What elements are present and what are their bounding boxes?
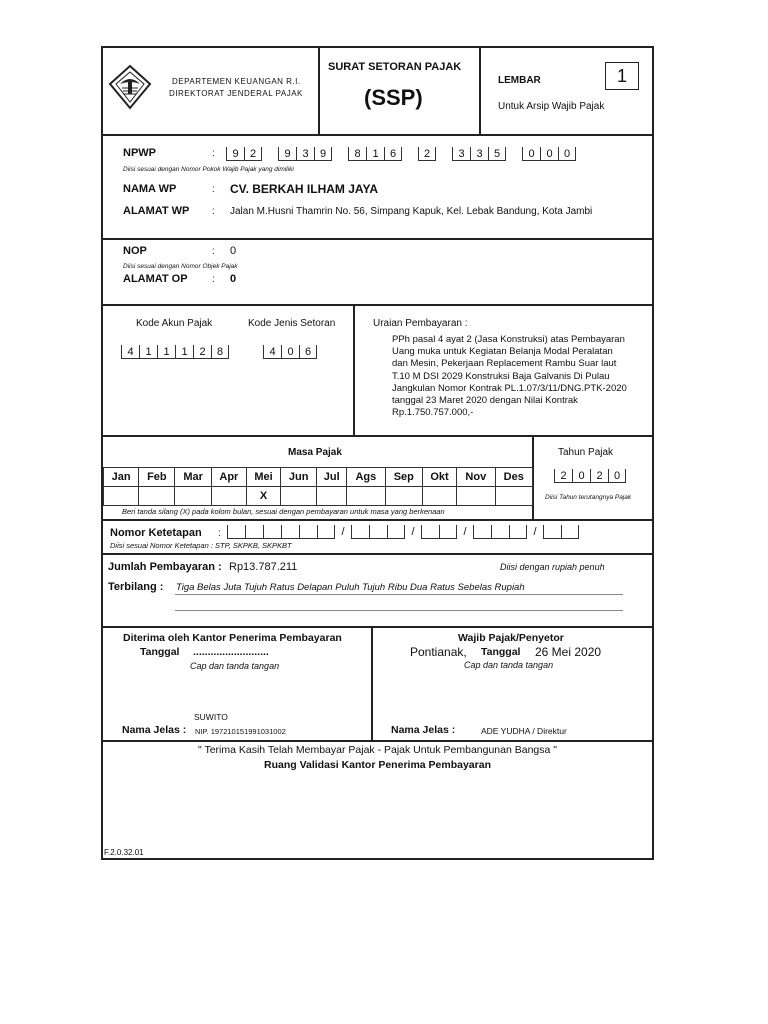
month-cell: Nov xyxy=(457,468,495,487)
month-cell: Okt xyxy=(422,468,456,487)
ketetapan-colon: : xyxy=(218,528,221,539)
jumlah-note: Diisi dengan rupiah penuh xyxy=(500,562,605,572)
npwp-group xyxy=(348,147,402,161)
npwp-group xyxy=(226,147,262,161)
npwp-digit: 0 xyxy=(522,147,540,161)
name-colon: : xyxy=(212,184,215,195)
akun-digit: 1 xyxy=(175,345,193,359)
akun-digit: 8 xyxy=(211,345,229,359)
uraian-line: Rp.1.750.757.000,- xyxy=(392,407,474,419)
uraian-line: dan Mesin, Pekerjaan Replacement Rambu Suar laut xyxy=(392,358,617,370)
tahun-boxes xyxy=(554,469,626,483)
garuda-emblem xyxy=(106,64,154,112)
ketetapan-box xyxy=(543,525,561,539)
month-mark xyxy=(422,487,456,506)
address-label: ALAMAT WP xyxy=(123,205,190,217)
uraian-line: tanggal 23 Maret 2020 dengan Nilai Kontrak xyxy=(392,395,578,407)
akun-label: Kode Akun Pajak xyxy=(136,318,213,329)
ketetapan-box xyxy=(245,525,263,539)
ketetapan-box xyxy=(491,525,509,539)
uraian-label: Uraian Pembayaran : xyxy=(373,318,468,329)
form-code: F.2.0.32.01 xyxy=(104,848,144,857)
divider-v5 xyxy=(371,626,373,741)
npwp-digit: 2 xyxy=(418,147,436,161)
left-sign-title: Diterima oleh Kantor Penerima Pembayaran xyxy=(123,632,342,644)
ketetapan-boxes xyxy=(227,525,579,539)
uraian-line: Uang muka untuk Kegiatan Belanja Modal Peralatan xyxy=(392,346,613,358)
jenis-label: Kode Jenis Setoran xyxy=(248,318,336,329)
ketetapan-box xyxy=(509,525,527,539)
uraian-line: T.10 M DSI 2029 Konstruksi Baja Galvanis Di Pulau xyxy=(392,370,610,382)
ketetapan-separator: / xyxy=(533,526,537,538)
divider-signature xyxy=(101,740,654,742)
month-mark xyxy=(139,487,175,506)
jenis-boxes xyxy=(263,345,317,359)
right-date-label: Tanggal xyxy=(481,646,521,658)
terbilang-value: Tiga Belas Juta Tujuh Ratus Delapan Puluh Tujuh Ribu Dua Ratus Sebelas Rupiah xyxy=(176,582,525,593)
ketetapan-box xyxy=(561,525,579,539)
month-mark xyxy=(281,487,317,506)
ketetapan-label: Nomor Ketetapan xyxy=(110,527,202,539)
validation-title: Ruang Validasi Kantor Penerima Pembayaran xyxy=(263,759,491,771)
ketetapan-box xyxy=(263,525,281,539)
right-nama-label: Nama Jelas : xyxy=(391,724,456,736)
npwp-digit: 9 xyxy=(278,147,296,161)
month-mark xyxy=(385,487,422,506)
divider-ketetapan xyxy=(101,553,654,555)
month-cell: Jan xyxy=(104,468,139,487)
uraian-line: PPh pasal 4 ayat 2 (Jasa Konstruksi) atas Pembayaran xyxy=(392,334,625,345)
jumlah-value: Rp13.787.211 xyxy=(229,561,298,573)
left-signer: SUWITO xyxy=(194,712,228,722)
address-value: Jalan M.Husni Thamrin No. 56, Simpang Kapuk, Kel. Lebak Bandung, Kota Jambi xyxy=(230,206,593,217)
lembar-label: LEMBAR xyxy=(498,75,541,86)
month-mark xyxy=(495,487,532,506)
dept-line1: DEPARTEMEN KEUANGAN R.I. xyxy=(172,77,301,86)
form-title: SURAT SETORAN PAJAK xyxy=(328,61,462,73)
divider-v2 xyxy=(479,46,481,135)
month-cell: Feb xyxy=(139,468,175,487)
left-cap: Cap dan tanda tangan xyxy=(190,661,280,671)
left-nama-label: Nama Jelas : xyxy=(122,724,187,736)
terbilang-line xyxy=(175,610,623,611)
ketetapan-box xyxy=(299,525,317,539)
month-mark xyxy=(175,487,211,506)
npwp-note: Diisi sesuai dengan Nomor Pokok Wajib Pajak yang dimiliki xyxy=(123,166,294,173)
lembar-desc: Untuk Arsip Wajib Pajak xyxy=(498,101,605,112)
month-cell: Apr xyxy=(211,468,246,487)
npwp-group xyxy=(452,147,506,161)
npwp-group xyxy=(418,147,436,161)
uraian-line: Jangkulan Nomor Kontrak PL.1.07/3/11/DNG.PTK-2020 xyxy=(392,382,627,394)
month-cell: Mei xyxy=(246,468,280,487)
divider-taxpayer xyxy=(101,238,654,240)
divider-v1 xyxy=(318,46,320,135)
left-nip: NIP. 197210151991031002 xyxy=(195,727,286,736)
jenis-digit: 4 xyxy=(263,345,281,359)
akun-digit: 4 xyxy=(121,345,139,359)
month-cell: Des xyxy=(495,468,532,487)
divider-masa xyxy=(101,519,654,521)
nop-value: 0 xyxy=(230,245,237,257)
ketetapan-box xyxy=(387,525,405,539)
akun-digit: 2 xyxy=(193,345,211,359)
month-cell: Sep xyxy=(385,468,422,487)
month-mark: X xyxy=(246,487,280,506)
npwp-colon: : xyxy=(212,148,215,159)
month-cell: Jul xyxy=(317,468,347,487)
name-label: NAMA WP xyxy=(123,183,177,195)
npwp-digit: 1 xyxy=(366,147,384,161)
month-mark xyxy=(347,487,385,506)
address-colon: : xyxy=(212,206,215,217)
dept-line2: DIREKTORAT JENDERAL PAJAK xyxy=(169,89,303,98)
npwp-digit: 3 xyxy=(470,147,488,161)
npwp-digit: 3 xyxy=(296,147,314,161)
akun-digit: 1 xyxy=(157,345,175,359)
npwp-group xyxy=(278,147,332,161)
npwp-digit: 8 xyxy=(348,147,366,161)
npwp-digit: 0 xyxy=(540,147,558,161)
tahun-digit: 2 xyxy=(554,469,572,483)
nop-colon: : xyxy=(212,246,215,257)
ketetapan-box xyxy=(473,525,491,539)
ketetapan-note: Diisi sesuai Nomor Ketetapan : STP, SKPKB, SKPKBT xyxy=(110,541,292,550)
tahun-digit: 0 xyxy=(608,469,626,483)
divider-object xyxy=(101,304,654,306)
masa-months-row xyxy=(104,468,533,487)
jenis-digit: 0 xyxy=(281,345,299,359)
ketetapan-separator: / xyxy=(341,526,345,538)
right-cap: Cap dan tanda tangan xyxy=(464,660,554,670)
right-date-value: 26 Mei 2020 xyxy=(535,645,602,659)
masa-title: Masa Pajak xyxy=(288,447,342,458)
divider-v3 xyxy=(353,304,355,436)
ketetapan-separator: / xyxy=(463,526,467,538)
address-op-label: ALAMAT OP xyxy=(123,273,188,285)
npwp-boxes xyxy=(226,147,576,161)
address-op-value: 0 xyxy=(230,273,237,285)
right-signer: ADE YUDHA / Direktur xyxy=(481,726,567,736)
divider-amount xyxy=(101,626,654,628)
thanks-text: " Terima Kasih Telah Membayar Pajak - Pajak Untuk Pembangunan Bangsa " xyxy=(197,744,557,756)
jenis-digit: 6 xyxy=(299,345,317,359)
npwp-label: NPWP xyxy=(123,147,156,159)
tahun-digit: 0 xyxy=(572,469,590,483)
ketetapan-box xyxy=(317,525,335,539)
month-cell: Mar xyxy=(175,468,211,487)
nop-label: NOP xyxy=(123,245,147,257)
left-date-label: Tanggal xyxy=(140,646,180,658)
right-sign-title: Wajib Pajak/Penyetor xyxy=(458,632,564,644)
terbilang-line xyxy=(175,594,623,595)
ketetapan-box xyxy=(351,525,369,539)
ketetapan-box xyxy=(439,525,457,539)
address-op-colon: : xyxy=(212,274,215,285)
ketetapan-box xyxy=(227,525,245,539)
divider-header xyxy=(101,134,654,136)
month-mark xyxy=(457,487,495,506)
npwp-group xyxy=(522,147,576,161)
left-date-value: .......................... xyxy=(193,646,269,658)
month-cell: Jun xyxy=(281,468,317,487)
form-abbr: (SSP) xyxy=(364,85,423,110)
npwp-digit: 6 xyxy=(384,147,402,161)
akun-boxes xyxy=(121,345,229,359)
npwp-digit: 2 xyxy=(244,147,262,161)
akun-digit: 1 xyxy=(139,345,157,359)
masa-marks-row xyxy=(104,487,533,506)
month-mark xyxy=(317,487,347,506)
npwp-digit: 0 xyxy=(558,147,576,161)
terbilang-label: Terbilang : xyxy=(108,581,164,593)
tahun-label: Tahun Pajak xyxy=(558,447,614,458)
npwp-digit: 9 xyxy=(314,147,332,161)
jumlah-label: Jumlah Pembayaran : xyxy=(108,561,222,573)
nop-note: Diisi sesuai dengan Nomor Objek Pajak xyxy=(123,263,238,270)
name-value: CV. BERKAH ILHAM JAYA xyxy=(230,182,379,196)
ketetapan-box xyxy=(369,525,387,539)
masa-table xyxy=(103,467,533,506)
divider-codes xyxy=(101,435,654,437)
npwp-digit: 5 xyxy=(488,147,506,161)
ketetapan-separator: / xyxy=(411,526,415,538)
month-mark xyxy=(104,487,139,506)
tahun-note: Diisi Tahun terutangnya Pajak xyxy=(545,494,632,501)
right-place: Pontianak, xyxy=(410,645,467,659)
masa-note: Beri tanda silang (X) pada kolom bulan, sesuai dengan pembayaran untuk masa yang berkenaan xyxy=(122,507,445,516)
month-mark xyxy=(211,487,246,506)
npwp-digit: 3 xyxy=(452,147,470,161)
npwp-digit: 9 xyxy=(226,147,244,161)
uraian-text xyxy=(392,334,627,419)
month-cell: Ags xyxy=(347,468,385,487)
tahun-digit: 2 xyxy=(590,469,608,483)
ketetapan-box xyxy=(421,525,439,539)
ketetapan-box xyxy=(281,525,299,539)
lembar-number: 1 xyxy=(605,62,639,90)
